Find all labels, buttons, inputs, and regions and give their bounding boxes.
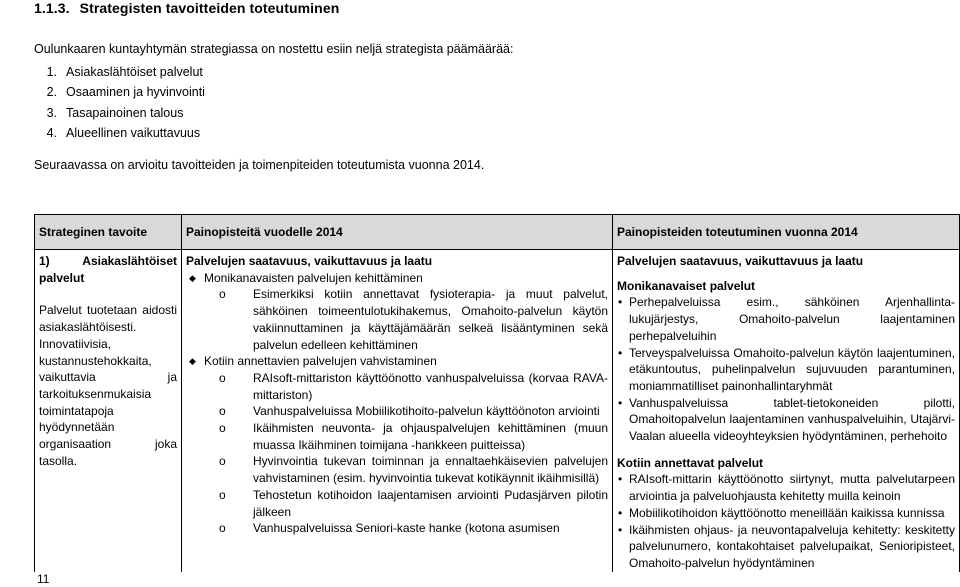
header-realization-2014: Painopisteiden toteutuminen vuonna 2014 (613, 215, 960, 250)
realization-item: • Perhepalveluissa esim., sähköinen Arjenhallinta-lukujärjestys, Omahoito-palvelun laajentaminen perhepalveluihin (617, 294, 955, 344)
focus-bullet: ◆ Kotiin annettavien palvelujen vahvistaminen (186, 353, 608, 370)
focus-title: Palvelujen saatavuus, vaikuttavuus ja laatu (186, 254, 433, 268)
focus-subitem: o Vanhuspalveluissa Seniori-kaste hanke (kotona asumisen (186, 520, 608, 537)
goal-item: 2. Osaaminen ja hyvinvointi (46, 85, 205, 100)
goal-item: 4. Alueellinen vaikuttavuus (46, 125, 201, 140)
goal-description: Palvelut tuotetaan aidosti asiakaslähtöisesti. Innovatiivisia, kustannustehokkaita, vaikuttavia ja tarkoituksenmukaisia toimintatapoja hyödynnetään organisaation joka tasolla. (39, 303, 177, 468)
intro-text: Oulunkaaren kuntayhtymän strategiassa on nostettu esiin neljä strategista päämäärää: (34, 42, 514, 56)
header-strategic-goal: Strateginen tavoite (35, 215, 182, 250)
focus-subitem: o Esimerkiksi kotiin annettavat fysioterapia- ja muut palvelut, sähköinen toimeentulotukihakemus, Omahoito-palvelun käytön vakiinnuttaminen ja käyttäjämäärän selkeä lisääntyminen sekä palvelun edelleen kehittäminen (186, 286, 608, 353)
goal-item: 3. Tasapainoinen talous (46, 105, 184, 120)
goal-title: 1) Asiakaslähtöiset palvelut (39, 254, 177, 285)
table-row (35, 250, 960, 572)
focus-subitem: o Ikäihmisten neuvonta- ja ohjauspalvelujen kehittäminen (muun muassa Ikäihminen toimijana -hankkeen puitteissa) (186, 420, 608, 453)
realization-item: • Ikäihmisten ohjaus- ja neuvontapalveluja kehitetty: keskitetty palvelunumero, kontakohtaiset palvelupaikat, Senioripisteet, Omahoito-palvelun hyödyntäminen (617, 522, 955, 572)
cell-focus-areas (182, 250, 613, 572)
page-number: 11 (37, 572, 50, 586)
table-header-row (35, 215, 960, 250)
cell-realization (613, 250, 960, 572)
focus-subitem: o Hyvinvointia tukevan toiminnan ja ennaltaehkäisevien palvelujen vahvistaminen (esim. hyvinvointia tukevat kotikäynnit ikäihmisillä) (186, 453, 608, 486)
section-title: Strategisten tavoitteiden toteutuminen (79, 0, 340, 16)
section-heading (34, 0, 339, 16)
realization-title: Palvelujen saatavuus, vaikuttavuus ja laatu (617, 254, 864, 268)
goals-list (40, 63, 205, 144)
realization-section-title: Monikanavaiset palvelut (617, 278, 756, 293)
header-focus-2014: Painopisteitä vuodelle 2014 (182, 215, 613, 250)
focus-subitem: o Tehostetun kotihoidon laajentamisen arviointi Pudasjärven pilotin jälkeen (186, 487, 608, 520)
section-number: 1.1.3. (34, 0, 70, 16)
realization-item: • Terveyspalveluissa Omahoito-palvelun käytön laajentuminen, etäkuntoutus, puhelinpalvelun sujuvuuden parantuminen, moniammatilliset painonhallintaryhmät (617, 345, 955, 395)
focus-bullet: ◆ Monikanavaisten palvelujen kehittäminen (186, 270, 608, 287)
realization-item: • RAIsoft-mittarin käyttöönotto siirtynyt, mutta palvelutarpeen arviointia ja palveluohjausta kehitetty muilla keinoin (617, 471, 955, 504)
cell-strategic-goal (35, 250, 182, 572)
realization-item: • Mobiilikotihoidon käyttöönotto meneillään kaikissa kunnissa (617, 505, 955, 522)
strategy-table (34, 214, 960, 572)
realization-section-title: Kotiin annettavat palvelut (617, 455, 764, 470)
goal-item: 1. Asiakaslähtöiset palvelut (46, 65, 203, 79)
focus-subitem: o Vanhuspalveluissa Mobiilikotihoito-palvelun käyttöönoton arviointi (186, 403, 608, 420)
focus-subitem: o RAIsoft-mittariston käyttöönotto vanhuspalveluissa (korvaa RAVA-mittariston) (186, 370, 608, 403)
summary-text: Seuraavassa on arvioitu tavoitteiden ja toimenpiteiden toteutumista vuonna 2014. (34, 158, 485, 172)
realization-item: • Vanhuspalveluissa tablet-tietokoneiden pilotti, Omahoitopalvelun laajentaminen vanhuspalveluihin, Utajärvi-Vaalan alueella videoyhteyksien hyödyntäminen, perhehoito (617, 395, 955, 445)
